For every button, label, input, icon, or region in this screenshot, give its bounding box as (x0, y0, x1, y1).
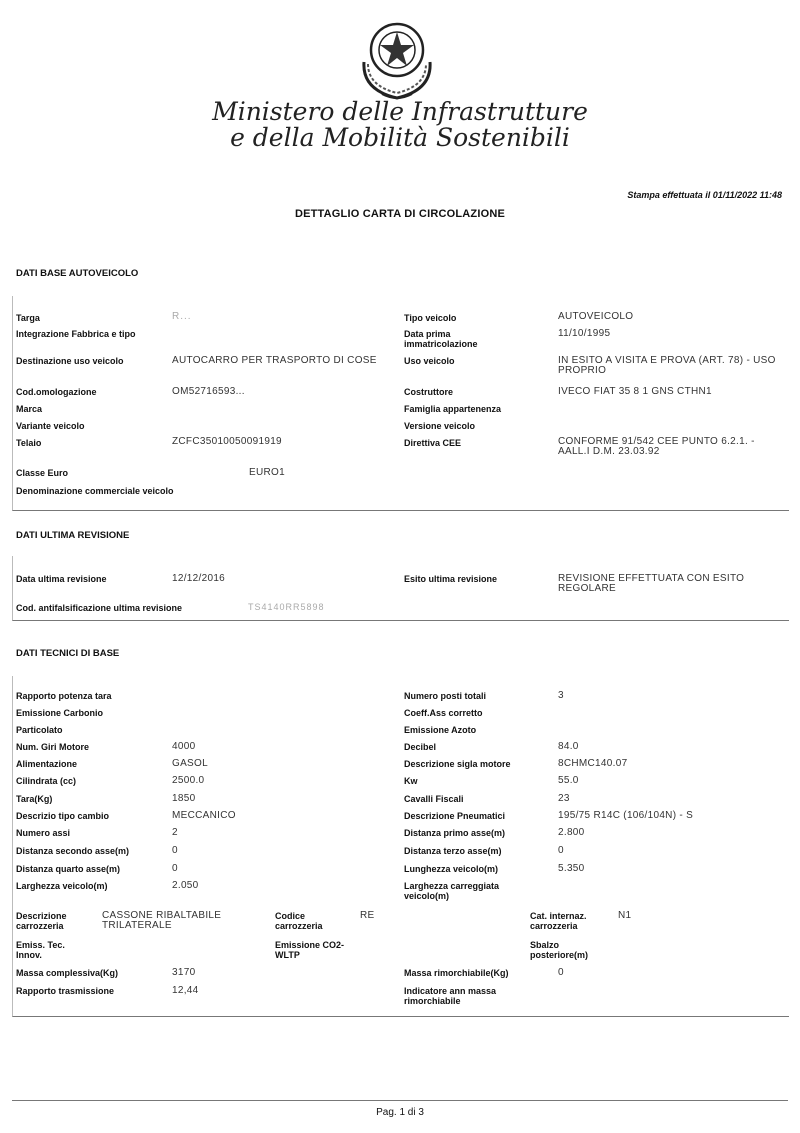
carrozzeria-label: Descrizione carrozzeria (16, 911, 67, 931)
page-number: Pag. 1 di 3 (376, 1107, 424, 1118)
decibel-value: 84.0 (558, 741, 579, 752)
print-timestamp: Stampa effettuata il 01/11/2022 11:48 (627, 190, 782, 200)
codice-carrozzeria-label: Codice carrozzeria (275, 911, 323, 931)
section-title-revision: DATI ULTIMA REVISIONE (16, 530, 130, 541)
particolato-label: Particolato (16, 725, 63, 735)
indicatore-massa-label: Indicatore ann massa rimorchiabile (404, 986, 497, 1006)
classe-euro-value: EURO1 (249, 467, 285, 478)
antifalsificazione-label: Cod. antifalsificazione ultima revisione (16, 603, 183, 613)
uso-veicolo-label: Uso veicolo (404, 356, 455, 366)
direttiva-label: Direttiva CEE (404, 438, 462, 448)
classe-euro-label: Classe Euro (16, 468, 69, 478)
carrozzeria-value: CASSONE RIBALTABILE TRILATERALE (102, 910, 222, 931)
costruttore-value: IVECO FIAT 35 8 1 GNS CTHN1 (558, 386, 712, 397)
versione-label: Versione veicolo (404, 421, 476, 431)
section-title-technical: DATI TECNICI DI BASE (16, 648, 120, 659)
denominazione-label: Denominazione commerciale veicolo (16, 486, 174, 496)
codice-carrozzeria-value: RE (360, 910, 375, 921)
terzo-asse-value: 0 (558, 845, 564, 856)
cilindrata-value: 2500.0 (172, 775, 205, 786)
rapporto-potenza-label: Rapporto potenza tara (16, 691, 112, 701)
trasmissione-value: 12,44 (172, 985, 199, 996)
kw-value: 55.0 (558, 775, 579, 786)
integrazione-label: Integrazione Fabbrica e tipo (16, 329, 136, 339)
destinazione-value: AUTOCARRO PER TRASPORTO DI COSE (172, 355, 377, 366)
destinazione-label: Destinazione uso veicolo (16, 356, 124, 366)
tara-label: Tara(Kg) (16, 794, 53, 804)
decibel-label: Decibel (404, 742, 437, 752)
pneumatici-label: Descrizione Pneumatici (404, 811, 506, 821)
posti-totali-value: 3 (558, 690, 564, 701)
trasmissione-label: Rapporto trasmissione (16, 986, 115, 996)
primo-asse-value: 2.800 (558, 827, 585, 838)
kw-label: Kw (404, 776, 418, 786)
larghezza-value: 2.050 (172, 880, 199, 891)
famiglia-label: Famiglia appartenenza (404, 404, 502, 414)
data-immatricolazione-label: Data prima immatricolazione (404, 329, 478, 349)
secondo-asse-value: 0 (172, 845, 178, 856)
cat-internaz-label: Cat. internaz. carrozzeria (530, 911, 587, 931)
lunghezza-value: 5.350 (558, 863, 585, 874)
revision-date-value: 12/12/2016 (172, 573, 226, 584)
co2-wltp-label: Emissione CO2-WLTP (275, 940, 345, 960)
coeff-label: Coeff.Ass corretto (404, 708, 483, 718)
sigla-motore-value: 8CHMC140.07 (558, 758, 628, 769)
antifalsificazione-value: TS4140RR5898 (248, 602, 325, 612)
cambio-value: MECCANICO (172, 810, 236, 821)
omologazione-value: OM52716593... (172, 386, 245, 397)
revision-date-label: Data ultima revisione (16, 574, 107, 584)
targa-label: Targa (16, 313, 40, 323)
revision-outcome-label: Esito ultima revisione (404, 574, 498, 584)
lunghezza-label: Lunghezza veicolo(m) (404, 864, 499, 874)
posti-totali-label: Numero posti totali (404, 691, 487, 701)
tara-value: 1850 (172, 793, 196, 804)
uso-veicolo-value: IN ESITO A VISITA E PROVA (ART. 78) - USO PROPRIO (558, 355, 776, 376)
quarto-asse-label: Distanza quarto asse(m) (16, 864, 121, 874)
telaio-value: ZCFC35010050091919 (172, 436, 282, 447)
primo-asse-label: Distanza primo asse(m) (404, 828, 506, 838)
massa-complessiva-label: Massa complessiva(Kg) (16, 968, 119, 978)
republic-emblem-icon (352, 12, 442, 104)
section-title-base: DATI BASE AUTOVEICOLO (16, 268, 139, 279)
ministry-name-line2: e della Mobilità Sostenibili (230, 123, 570, 152)
cat-internaz-value: N1 (618, 910, 632, 921)
costruttore-label: Costruttore (404, 387, 453, 397)
revision-outcome-value: REVISIONE EFFETTUATA CON ESITO REGOLARE (558, 573, 745, 594)
secondo-asse-label: Distanza secondo asse(m) (16, 846, 130, 856)
document-title: DETTAGLIO CARTA DI CIRCOLAZIONE (294, 208, 506, 220)
cilindrata-label: Cilindrata (cc) (16, 776, 77, 786)
giri-motore-label: Num. Giri Motore (16, 742, 90, 752)
giri-motore-value: 4000 (172, 741, 196, 752)
massa-complessiva-value: 3170 (172, 967, 196, 978)
numero-assi-label: Numero assi (16, 828, 71, 838)
larghezza-label: Larghezza veicolo(m) (16, 881, 108, 891)
direttiva-value: CONFORME 91/542 CEE PUNTO 6.2.1. -AALL.I D.M. 23.03.92 (558, 436, 755, 457)
ministry-name-line1: Ministero delle Infrastrutture (212, 97, 588, 126)
omologazione-label: Cod.omologazione (16, 387, 97, 397)
alimentazione-value: GASOL (172, 758, 208, 769)
variante-label: Variante veicolo (16, 421, 85, 431)
massa-rimorchiabile-value: 0 (558, 967, 564, 978)
marca-label: Marca (16, 404, 43, 414)
massa-rimorchiabile-label: Massa rimorchiabile(Kg) (404, 968, 509, 978)
emiss-tec-label: Emiss. Tec. Innov. (16, 940, 65, 960)
telaio-label: Telaio (16, 438, 42, 448)
emissione-carbonio-label: Emissione Carbonio (16, 708, 104, 718)
tipo-veicolo-label: Tipo veicolo (404, 313, 457, 323)
cavalli-label: Cavalli Fiscali (404, 794, 464, 804)
quarto-asse-value: 0 (172, 863, 178, 874)
pneumatici-value: 195/75 R14C (106/104N) - S (558, 810, 694, 821)
cambio-label: Descrizio tipo cambio (16, 811, 110, 821)
carreggiata-label: Larghezza carreggiata veicolo(m) (404, 881, 500, 901)
targa-value: R... (172, 311, 192, 322)
cavalli-value: 23 (558, 793, 570, 804)
emissione-azoto-label: Emissione Azoto (404, 725, 477, 735)
terzo-asse-label: Distanza terzo asse(m) (404, 846, 502, 856)
footer-divider (12, 1100, 788, 1101)
numero-assi-value: 2 (172, 827, 178, 838)
data-immatricolazione-value: 11/10/1995 (558, 328, 611, 339)
sigla-motore-label: Descrizione sigla motore (404, 759, 511, 769)
alimentazione-label: Alimentazione (16, 759, 78, 769)
sbalzo-label: Sbalzo posteriore(m) (530, 940, 589, 960)
tipo-veicolo-value: AUTOVEICOLO (558, 311, 634, 322)
